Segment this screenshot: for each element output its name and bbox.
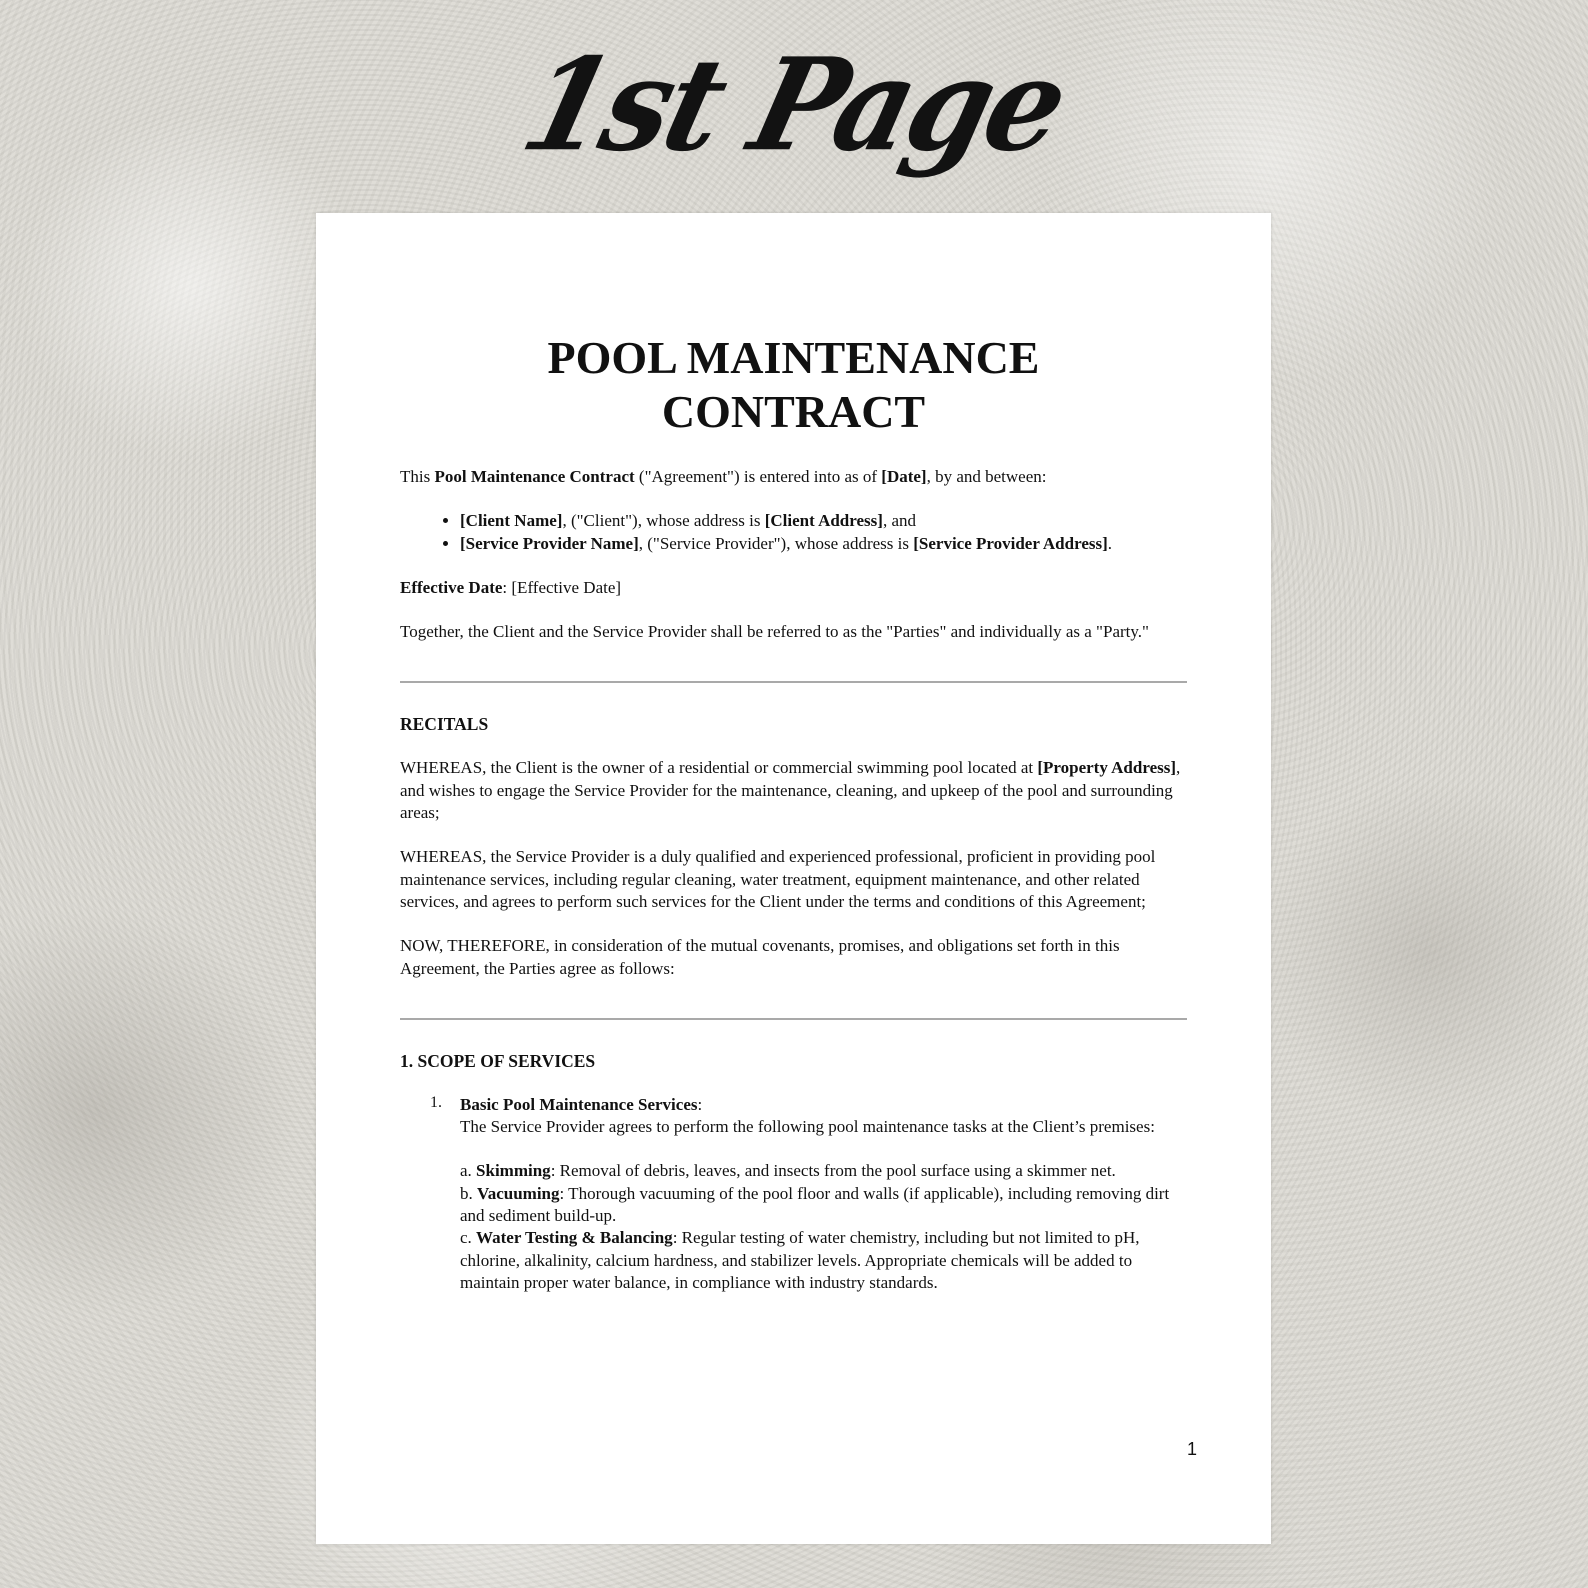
intro-text: ("Agreement") is entered into as of <box>634 467 882 486</box>
subitem-prefix: c. <box>460 1228 477 1248</box>
party-item-provider <box>460 533 1187 555</box>
intro-text: This <box>400 467 435 486</box>
parties-definition: Together, the Client and the Service Provider shall be referred to as the "Parties" and individually as a "Party." <box>400 622 1149 642</box>
party-text: , and <box>882 511 916 531</box>
scope-item-description: The Service Provider agrees to perform the following pool maintenance tasks at the Client’s premises: <box>460 1117 1155 1137</box>
scope-item-1 <box>400 1094 1187 1294</box>
party-item-client <box>460 510 1187 532</box>
banner-title: 1st Page <box>509 29 1079 180</box>
document-title <box>400 331 1187 439</box>
scope-heading: 1. SCOPE OF SERVICES <box>400 1050 596 1071</box>
title-line-1: POOL MAINTENANCE <box>547 332 1040 383</box>
party-text: . <box>1107 533 1113 553</box>
effective-date-line <box>400 577 1187 599</box>
intro-text: , by and between: <box>926 467 1047 486</box>
subitem-prefix: b. <box>460 1183 477 1203</box>
list-number: 1. <box>430 1093 442 1111</box>
subitem-prefix: a. <box>460 1161 477 1181</box>
subitem-text: : Regular testing of water chemistry, including but not limited to pH, chlorine, alkalinity, calcium hardness, and stabilizer levels. Appropriate chemicals will be added to maintain proper water balance, in compliance with industry standards. <box>460 1228 1140 1292</box>
intro-contract-name: Pool Maintenance Contract <box>434 467 635 486</box>
title-line-2: CONTRACT <box>661 386 926 437</box>
recital-paragraph-2: WHEREAS, the Service Provider is a duly qualified and experienced professional, proficient in providing pool maintenance services, including regular cleaning, water treatment, equipment maintenance, and other related services, and agrees to perform such services for the Client under the terms and conditions of this Agreement; <box>400 847 1156 911</box>
recitals-heading: RECITALS <box>400 714 489 735</box>
scope-item-title <box>460 1094 1187 1116</box>
client-name-placeholder: [Client Name] <box>460 511 563 531</box>
scope-item-title-text: Basic Pool Maintenance Services <box>460 1094 698 1114</box>
party-text: , ("Service Provider"), whose address is <box>638 533 914 553</box>
subitem-text: : Removal of debris, leaves, and insects from the pool surface using a skimmer net. <box>550 1161 1116 1181</box>
recital-text: WHEREAS, the Client is the owner of a residential or commercial swimming pool located at <box>400 758 1038 778</box>
property-address-placeholder: [Property Address] <box>1037 758 1177 778</box>
recital-paragraph-3: NOW, THEREFORE, in consideration of the mutual covenants, promises, and obligations set forth in this Agreement, the Parties agree as follows: <box>400 936 1120 978</box>
subitem-title: Vacuuming <box>477 1183 560 1203</box>
parties-list <box>400 510 1187 555</box>
document-page <box>316 213 1271 1544</box>
party-text: , ("Client"), whose address is <box>562 511 765 531</box>
recital-text: , and wishes to engage the Service Provider for the maintenance, cleaning, and upkeep of the pool and surrounding areas; <box>400 758 1181 823</box>
subitem-title: Water Testing & Balancing <box>476 1228 673 1248</box>
scope-item-colon: : <box>697 1094 703 1114</box>
recital-paragraph-1 <box>400 757 1187 824</box>
effective-date-label: Effective Date <box>400 577 503 597</box>
client-address-placeholder: [Client Address] <box>764 511 883 531</box>
provider-address-placeholder: [Service Provider Address] <box>913 533 1108 553</box>
subitem-vacuuming <box>460 1183 1187 1228</box>
subitem-skimming <box>460 1160 1187 1182</box>
intro-date-placeholder: [Date] <box>881 467 927 486</box>
effective-date-value: : [Effective Date] <box>502 577 622 597</box>
subitem-title: Skimming <box>476 1161 551 1181</box>
provider-name-placeholder: [Service Provider Name] <box>460 533 639 553</box>
banner <box>0 20 1588 210</box>
document-content <box>400 331 1187 1294</box>
page-number: 1 <box>1186 1439 1197 1459</box>
subitem-text: : Thorough vacuuming of the pool floor and walls (if applicable), including removing dirt and sediment build-up. <box>460 1183 1170 1226</box>
subitem-water-testing <box>460 1227 1187 1294</box>
intro-paragraph <box>400 466 1187 488</box>
